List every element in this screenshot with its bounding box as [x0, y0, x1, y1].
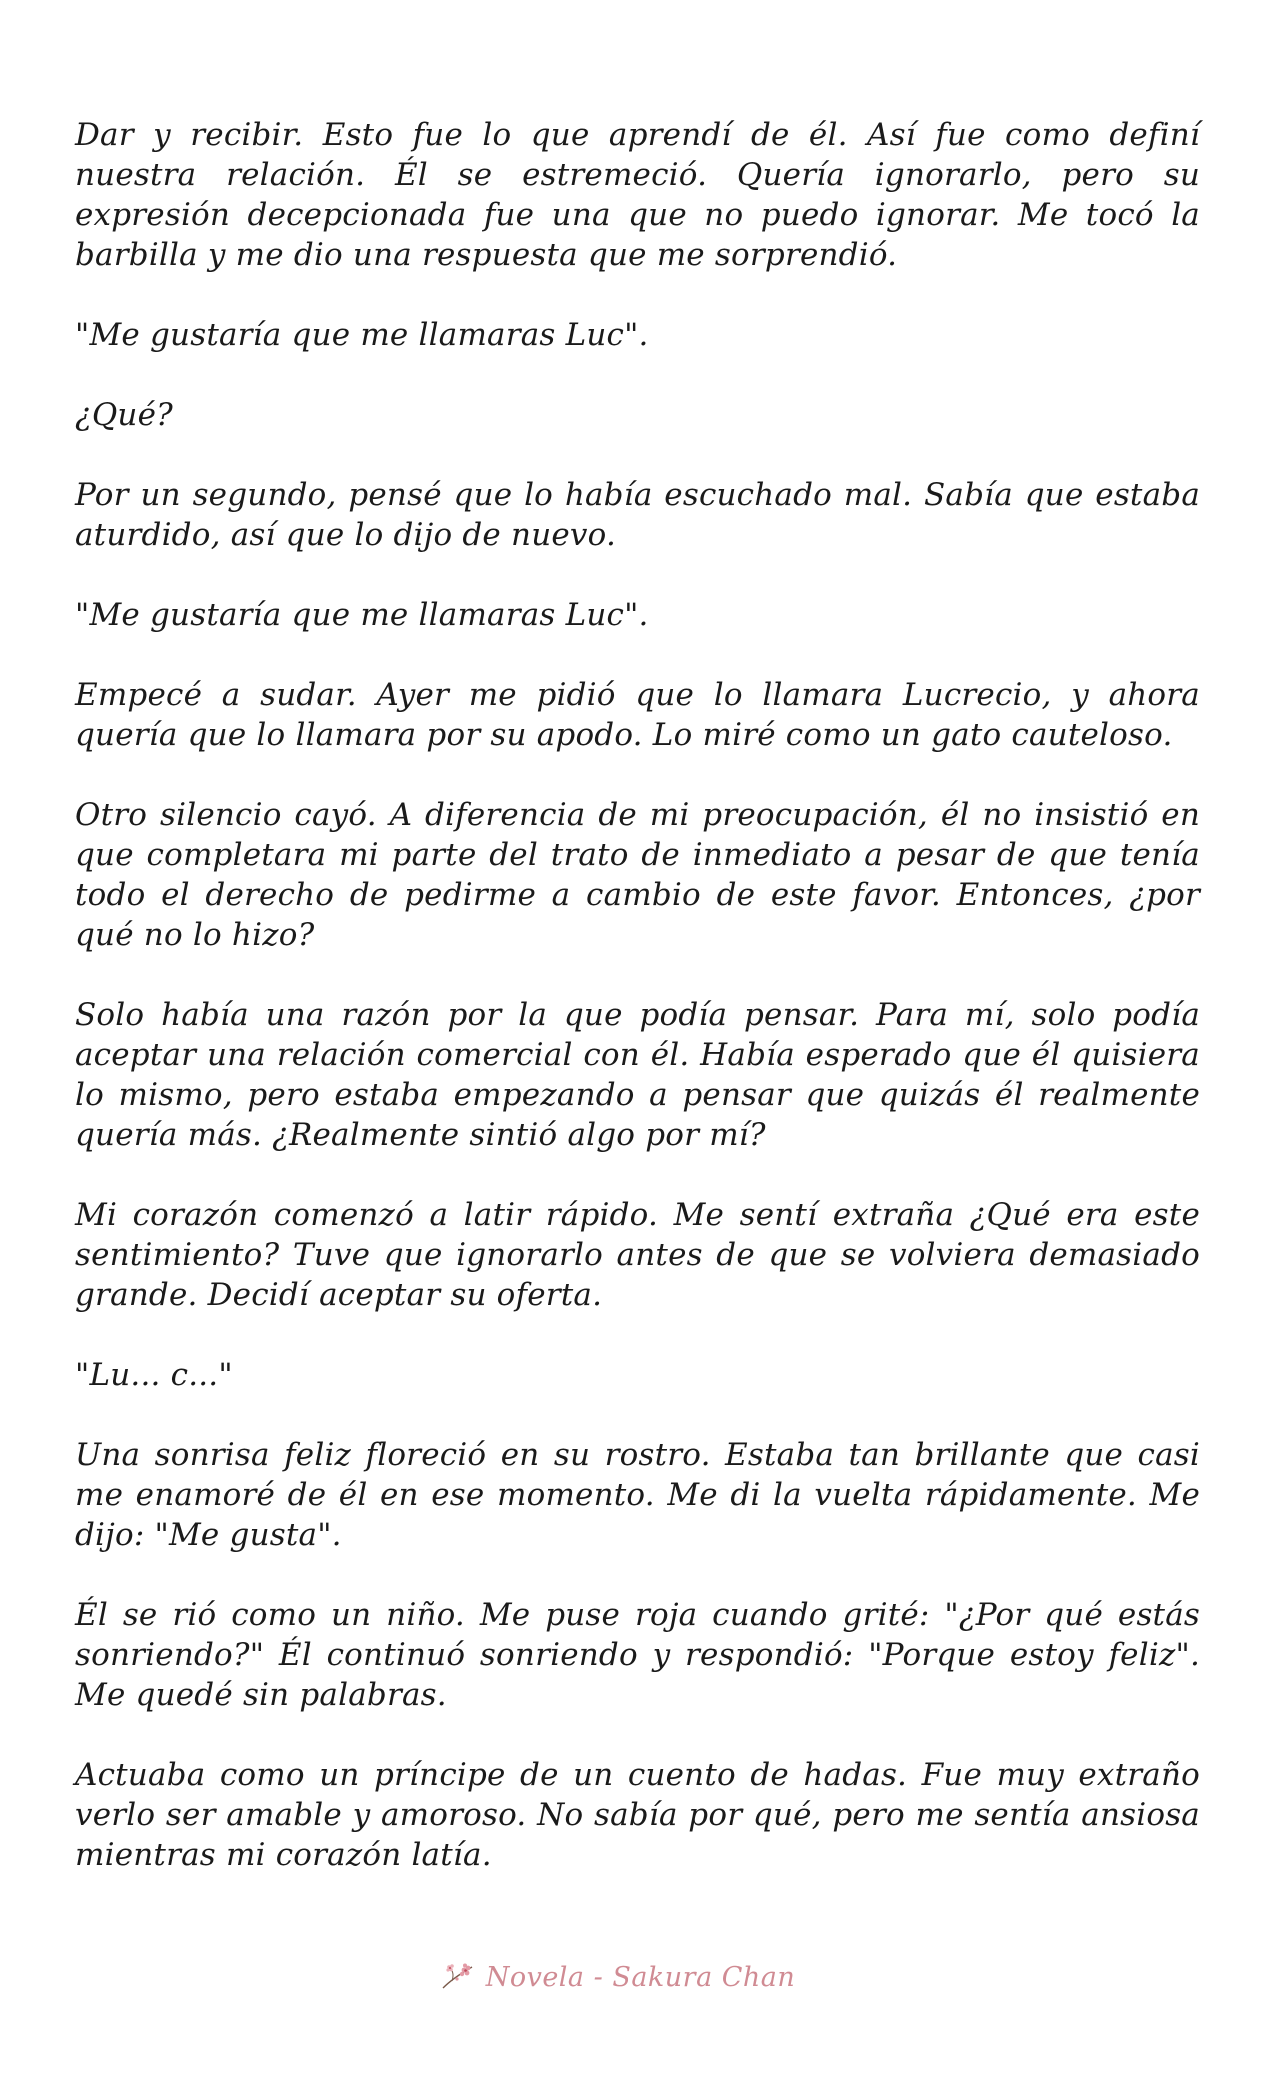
paragraph: Solo había una razón por la que podía pensar. Para mí, solo podía aceptar una relación comercial con él. Había esperado que él quisiera lo mismo, pero estaba empezando a pensar que quizás él realmente quería más. ¿Realmente sintió algo por mí?	[75, 997, 1200, 1153]
paragraph: "Lu... c..."	[75, 1357, 233, 1393]
footer-watermark	[440, 1961, 796, 1993]
cherry-blossom-icon	[440, 1961, 476, 1993]
paragraph: Actuaba como un príncipe de un cuento de hadas. Fue muy extraño verlo ser amable y amoroso. No sabía por qué, pero me sentía ansiosa mientras mi corazón latía.	[75, 1757, 1200, 1873]
document-body	[75, 115, 1200, 1915]
paragraph: "Me gustaría que me llamaras Luc".	[75, 597, 649, 633]
paragraph: Empecé a sudar. Ayer me pidió que lo llamara Lucrecio, y ahora quería que lo llamara por su apodo. Lo miré como un gato cauteloso.	[75, 677, 1200, 753]
paragraph: ¿Qué?	[75, 397, 173, 433]
paragraph: Una sonrisa feliz floreció en su rostro. Estaba tan brillante que casi me enamoré de él en ese momento. Me di la vuelta rápidamente. Me dijo: "Me gusta".	[75, 1437, 1200, 1553]
paragraph: Mi corazón comenzó a latir rápido. Me sentí extraña ¿Qué era este sentimiento? Tuve que ignorarlo antes de que se volviera demasiado grande. Decidí aceptar su oferta.	[75, 1197, 1200, 1313]
paragraph: Por un segundo, pensé que lo había escuchado mal. Sabía que estaba aturdido, así que lo dijo de nuevo.	[75, 477, 1200, 553]
footer-text: Novela - Sakura Chan	[485, 1961, 796, 1993]
paragraph: Otro silencio cayó. A diferencia de mi preocupación, él no insistió en que completara mi parte del trato de inmediato a pesar de que tenía todo el derecho de pedirme a cambio de este favor. Entonces, ¿por qué no lo hizo?	[75, 797, 1200, 953]
footer	[0, 1955, 1275, 1999]
paragraph: Él se rió como un niño. Me puse roja cuando grité: "¿Por qué estás sonriendo?" Él continuó sonriendo y respondió: "Porque estoy feliz". Me quedé sin palabras.	[75, 1597, 1200, 1713]
paragraph: "Me gustaría que me llamaras Luc".	[75, 317, 649, 353]
paragraph: Dar y recibir. Esto fue lo que aprendí de él. Así fue como definí nuestra relación. Él se estremeció. Quería ignorarlo, pero su expresión decepcionada fue una que no puedo ignorar. Me tocó la barbilla y me dio una respuesta que me sorprendió.	[75, 117, 1200, 273]
